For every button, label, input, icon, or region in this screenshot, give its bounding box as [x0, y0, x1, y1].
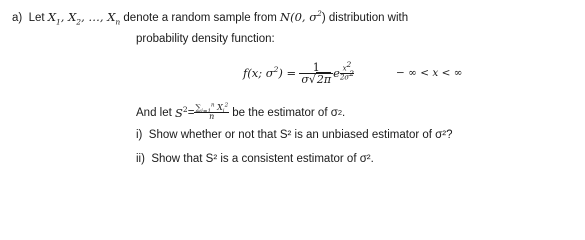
estimator-fraction: $\frac{\sum_{i=1}^n X_i^2}{n}$	[195, 102, 229, 121]
part-ii-text: Show that S² is a consistent estimator of σ².	[151, 153, 374, 165]
estimator-text-end: be the estimator of σ	[232, 106, 338, 119]
pdf-exponent: $\frac{x^2}{2\sigma^2}$	[339, 60, 354, 81]
estimator-text-start: And let	[136, 106, 172, 119]
pdf-formula	[243, 56, 462, 90]
equals-sign: =	[187, 106, 195, 119]
pdf-lhs: f(x; $\sigma^2$) =	[243, 65, 297, 80]
part-ii-label: ii)	[136, 153, 145, 165]
pdf-coefficient: $\frac{1}{\sigma√2\pi}$	[301, 60, 332, 86]
pdf-label-line: probability density function:	[136, 33, 275, 45]
intro-text-end: ) distribution with	[321, 12, 409, 24]
estimator-line: And let $S^2$ = $\frac{\sum_{i=1}^n X_i^2}{n}$ be the estimator of σ 2 .	[136, 102, 346, 121]
question-intro-line	[12, 9, 409, 27]
pdf-domain: − ∞ < x < ∞	[395, 67, 463, 79]
part-i	[136, 129, 452, 141]
intro-text-start: Let	[28, 12, 48, 24]
part-i-text: Show whether or not that S² is an unbiased estimator of σ²?	[148, 129, 453, 141]
estimator-symbol: $S^2$	[175, 104, 188, 120]
exponential-base: e	[333, 66, 340, 80]
sample-notation: $X_1$, $X_2$, …, $X_n$	[47, 10, 121, 27]
part-i-label: i)	[136, 129, 143, 141]
distribution-notation: N(0, $\sigma^2$	[280, 9, 322, 24]
question-label: a)	[12, 12, 23, 24]
part-ii	[136, 153, 374, 165]
intro-text-middle: denote a random sample from	[120, 12, 281, 24]
